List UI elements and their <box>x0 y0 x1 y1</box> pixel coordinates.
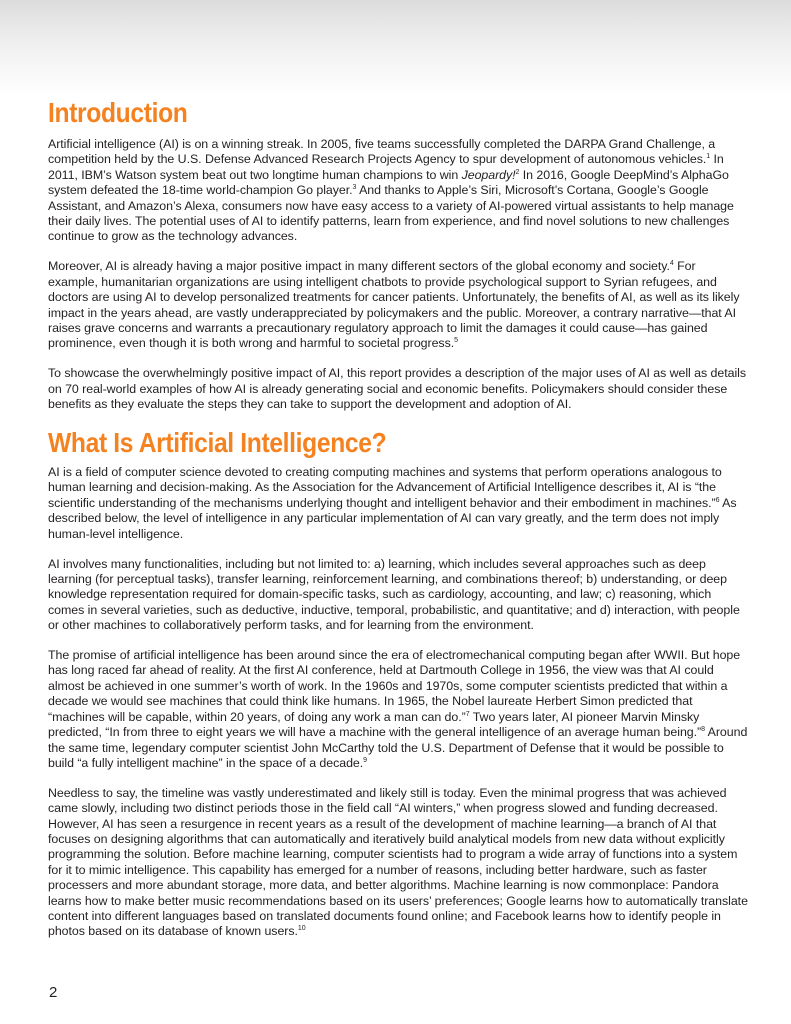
ai-paragraph-2: AI involves many functionalities, including but not limited to: a) learning, which includes several approaches such as deep learning (for perceptual tasks), transfer learning, reinforcement learning, and combinations thereof; b) understanding, or deep knowledge representation required for domain-specific tasks, such as cardiology, accounting, and law; c) reasoning, which comes in several varieties, such as deductive, inductive, temporal, probabilistic, and quantitative; and d) interaction, with people or other machines to collaboratively perform tasks, and for learning from the environment. <box>48 556 740 633</box>
intro-paragraph-3: To showcase the overwhelmingly positive impact of AI, this report provides a description of the major uses of AI as well as details on 70 real-world examples of how AI is already generating social and economic benefits. Policymakers should consider these benefits as they evaluate the steps they can take to support the development and adoption of AI. <box>48 366 746 412</box>
footnote-marker: 3 <box>352 184 357 192</box>
intro-paragraph-2: Moreover, AI is already having a major positive impact in many different sectors of the global economy and society.$^4$ For example, humanitarian organizations are using intelligent chatbots to provide psychological support to Syrian refugees, and doctors are using AI to develop personalized treatments for cancer patients. Unfortunately, the benefits of AI, as well as its likely impact in the years ahead, are vastly underappreciated by policymakers and the public. Moreover, a contrary narrative—that AI raises grave concerns and warrants a precautionary regulatory approach to limit the damages it could cause—has gained prominence, even though it is both wrong and harmful to societal progress.$^5$ <box>48 259 740 351</box>
ai-paragraph-1: AI is a field of computer science devoted to creating computing machines and systems that perform operations analogous to human learning and decision-making. As the Association for the Advancement of Artificial Intelligence describes it, AI is “the scientific understanding of the mechanisms underlying thought and intelligent behavior and their embodiment in machines.”$^6$ As described below, the level of intelligence in any particular implementation of AI can vary greatly, and the term does not imply human-level intelligence. <box>48 465 737 541</box>
ai-paragraph-4: Needless to say, the timeline was vastly underestimated and likely still is today. Even the minimal progress that was achieved came slowly, including two distinct periods those in the field call “AI winters,” when progress slowed and funding decreased. However, AI has seen a resurgence in recent years as a result of the development of machine learning—a branch of AI that focuses on designing algorithms that can automatically and iteratively build analytical models from new data without explicitly programming the solution. Before machine learning, computer scientists had to program a wide array of functions into a system for it to mimic intelligence. This capability has emerged for a number of reasons, including better hardware, such as faster processers and more abundant storage, more data, and better algorithms. Machine learning is now commonplace: Pandora learns how to make better music recommendations based on its users’ preferences; Google learns how to automatically translate content into different languages based on translated documents found online; and Facebook learns how to identify people in photos based on its database of known users.$^{10}$ <box>48 785 748 939</box>
footnote-marker: 8 <box>701 725 705 733</box>
footnote-marker: 2 <box>515 168 520 176</box>
emphasis-text: Jeopardy! <box>461 167 516 182</box>
footnote-marker: 1 <box>706 153 711 161</box>
page-number: 2 <box>49 984 58 1001</box>
intro-paragraph-1: Artificial intelligence (AI) is on a winning streak. In 2005, five teams successfully completed the DARPA Grand Challenge, a competition held by the U.S. Defense Advanced Research Projects Agency to spur development of autonomous vehicles.$^1$ In 2011, IBM’s Watson system beat out two longtime human champions to win Jeopardy!$^2$ In 2016, Google DeepMind’s AlphaGo system defeated the 18-time world-champion Go player.$^3$ And thanks to Apple’s Siri, Microsoft’s Cortana, Google’s Google Assistant, and Amazon’s Alexa, consumers now have easy access to a variety of AI-powered virtual assistants to help manage their daily lives. The potential uses of AI to identify patterns, learn from experience, and find novel solutions to new challenges continue to grow as the technology advances. <box>48 137 734 244</box>
heading-introduction: Introduction <box>48 97 188 128</box>
footnote-marker: 4 <box>669 260 674 268</box>
footnote-marker: 10 <box>297 925 306 933</box>
heading-what-is-ai: What Is Artificial Intelligence? <box>48 427 387 458</box>
footnote-marker: 7 <box>465 710 470 718</box>
footnote-marker: 9 <box>363 756 368 764</box>
footnote-marker: 5 <box>454 337 458 345</box>
header-gradient-band <box>0 0 791 95</box>
footnote-marker: 6 <box>715 496 720 504</box>
ai-paragraph-3: The promise of artificial intelligence has been around since the era of electromechanical computing began after WWII. But hope has long raced far ahead of reality. At the first AI conference, held at Dartmouth College in 1956, the view was that AI could almost be achieved in one summer’s worth of work. In the 1960s and 1970s, some computer scientists predicted that within a decade we would see machines that could think like humans. In 1965, the Nobel laureate Herbert Simon predicted that “machines will be capable, within 20 years, of doing any work a man can do.”$^7$ Two years later, AI pioneer Marvin Minsky predicted, “In from three to eight years we will have a machine with the general intelligence of an average human being.”$^8$ Around the same time, legendary computer scientist John McCarthy told the U.S. Department of Defense that it would be possible to build “a fully intelligent machine” in the space of a decade.$^9$ <box>48 648 748 770</box>
page-body <box>48 97 748 940</box>
